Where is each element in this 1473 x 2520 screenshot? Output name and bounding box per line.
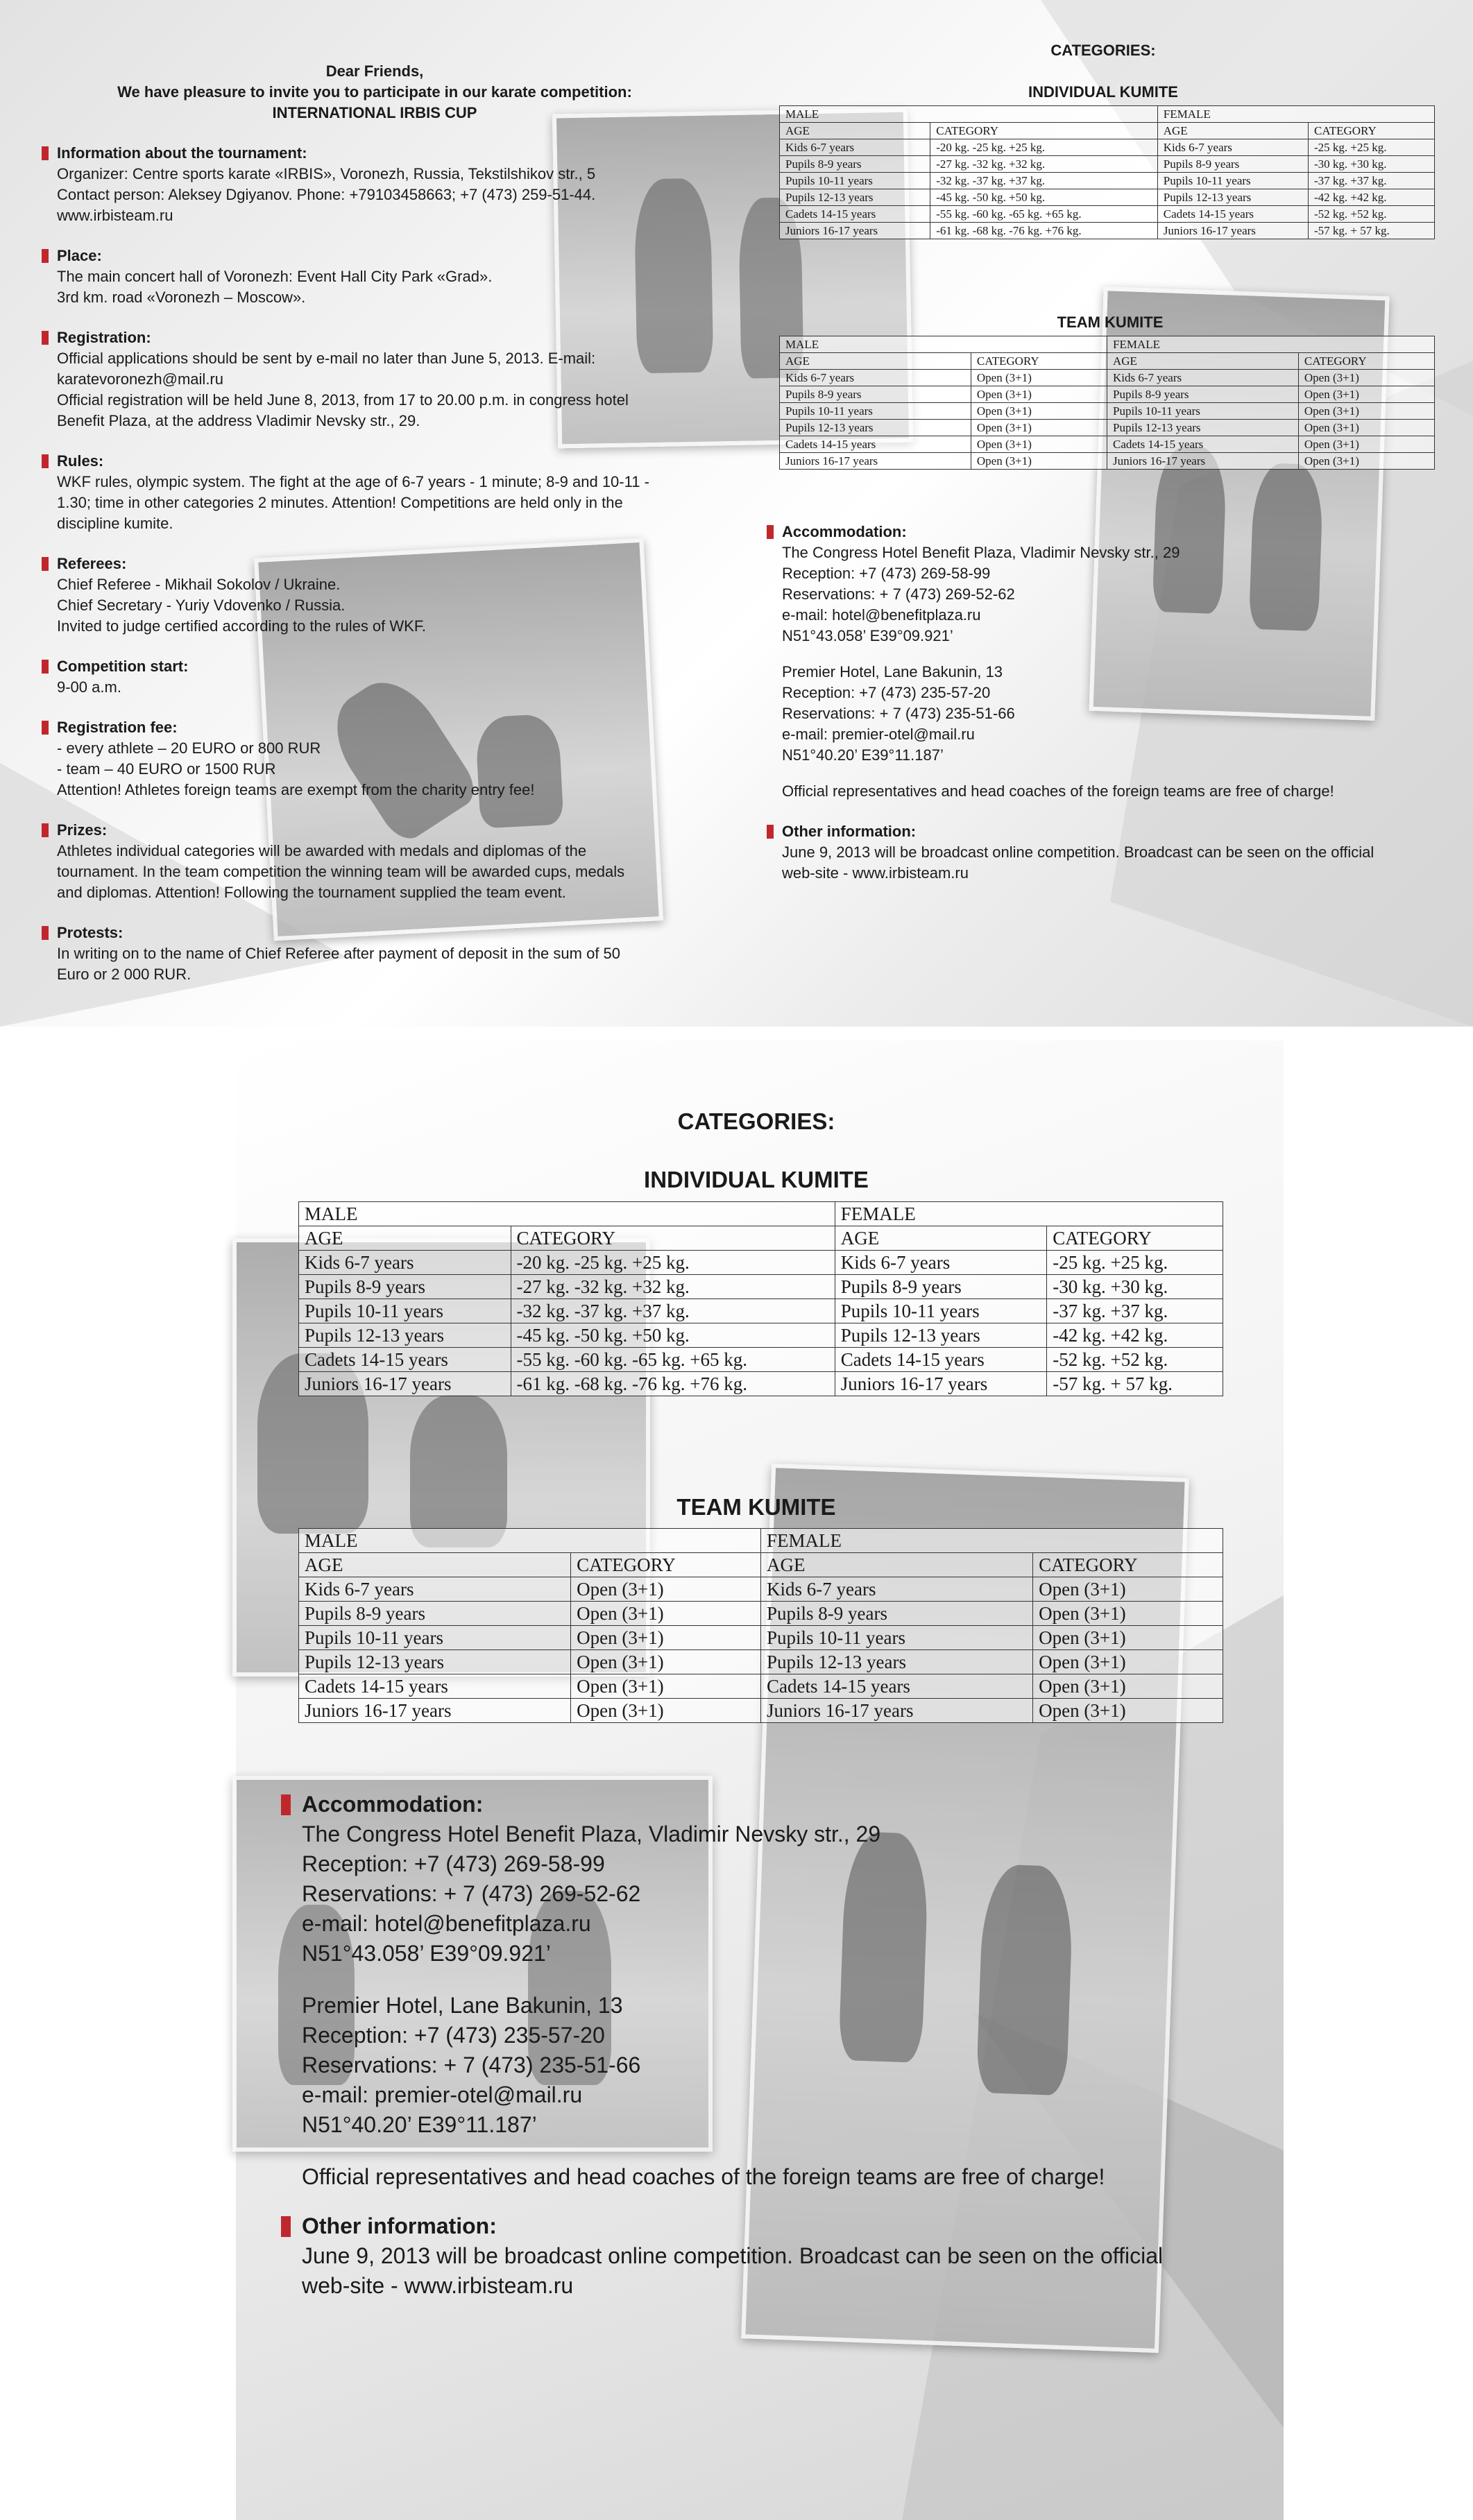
- age-header: AGE: [760, 1553, 1032, 1577]
- table-cell: Pupils 10-11 years: [1157, 173, 1308, 189]
- text-line: discipline kumite.: [57, 515, 173, 532]
- table-row: [299, 1275, 1223, 1299]
- table-cell: Pupils 8-9 years: [1107, 386, 1298, 403]
- age-header: AGE: [780, 353, 971, 370]
- table-cell: Open (3+1): [1298, 453, 1434, 470]
- team-title: TEAM KUMITE: [676, 1494, 836, 1520]
- text-line: In writing on to the name of Chief Referee after payment of deposit in the sum of 50: [57, 945, 621, 962]
- table-cell: Pupils 8-9 years: [299, 1275, 511, 1299]
- table-cell: Pupils 10-11 years: [835, 1299, 1047, 1323]
- table-row: [780, 436, 1435, 453]
- table-cell: Pupils 12-13 years: [299, 1650, 571, 1674]
- table-cell: Open (3+1): [1033, 1699, 1223, 1723]
- table-cell: Pupils 12-13 years: [299, 1323, 511, 1348]
- table-cell: Open (3+1): [971, 420, 1107, 436]
- table-row: [299, 1699, 1223, 1723]
- table-cell: -52 kg. +52 kg.: [1309, 206, 1435, 223]
- text-line: Chief Secretary - Yuriy Vdovenko / Russia.: [57, 597, 346, 614]
- table-cell: Juniors 16-17 years: [1157, 223, 1308, 239]
- greeting: Dear Friends,: [325, 62, 424, 80]
- table-cell: Open (3+1): [571, 1577, 761, 1602]
- table-cell: -57 kg. + 57 kg.: [1309, 223, 1435, 239]
- table-cell: Pupils 8-9 years: [299, 1602, 571, 1626]
- table-cell: Pupils 12-13 years: [1157, 189, 1308, 206]
- table-cell: Pupils 10-11 years: [760, 1626, 1032, 1650]
- table-row: [299, 1553, 1223, 1577]
- table-cell: Cadets 14-15 years: [835, 1348, 1047, 1372]
- age-header: AGE: [835, 1226, 1047, 1251]
- section: [281, 1790, 1266, 2140]
- age-header: AGE: [299, 1553, 571, 1577]
- section-body: [42, 348, 708, 431]
- table-cell: Pupils 10-11 years: [299, 1626, 571, 1650]
- table-row: [780, 336, 1435, 353]
- text-line: Reservations: + 7 (473) 269-52-62: [782, 585, 1015, 603]
- section: [42, 820, 708, 903]
- text-line: Official registration will be held June 8, 2013, from 17 to 20.00 p.m. in congress hotel: [57, 391, 629, 409]
- table-cell: -27 kg. -32 kg. +32 kg.: [511, 1275, 835, 1299]
- section-body: [281, 1819, 1266, 2140]
- text-line: N51°43.058’ E39°09.921’: [782, 627, 953, 644]
- individual-kumite-table: [298, 1201, 1223, 1396]
- text-line: WKF rules, olympic system. The fight at the age of 6-7 years - 1 minute; 8-9 and 10-11 -: [57, 473, 649, 490]
- table-cell: -42 kg. +42 kg.: [1047, 1323, 1223, 1348]
- table-row: [299, 1299, 1223, 1323]
- table-cell: Pupils 12-13 years: [760, 1650, 1032, 1674]
- accommodation-bottom: [281, 1790, 1266, 2301]
- invitation-sections: [42, 143, 708, 985]
- table-row: [780, 123, 1435, 139]
- table-cell: Juniors 16-17 years: [1107, 453, 1298, 470]
- table-cell: -52 kg. +52 kg.: [1047, 1348, 1223, 1372]
- table-cell: Open (3+1): [571, 1626, 761, 1650]
- table-cell: Juniors 16-17 years: [299, 1699, 571, 1723]
- table-cell: Pupils 10-11 years: [299, 1299, 511, 1323]
- table-cell: Pupils 8-9 years: [780, 386, 971, 403]
- text-line: Reception: +7 (473) 269-58-99: [782, 565, 991, 582]
- table-cell: Cadets 14-15 years: [1157, 206, 1308, 223]
- section: [42, 554, 708, 637]
- section: [42, 143, 708, 226]
- text-line: N51°40.20’ E39°11.187’: [782, 746, 944, 764]
- text-line: N51°40.20’ E39°11.187’: [302, 2112, 537, 2137]
- free-charge-note: Official representatives and head coaches of the foreign teams are free of charge!: [782, 782, 1334, 800]
- accommodation-title: Accommodation:: [281, 1790, 1266, 1819]
- table-row: [299, 1226, 1223, 1251]
- team-kumite-table: [298, 1528, 1223, 1723]
- table-row: [299, 1372, 1223, 1396]
- table-cell: Cadets 14-15 years: [780, 206, 930, 223]
- male-header: MALE: [780, 106, 1158, 123]
- table-cell: Pupils 8-9 years: [760, 1602, 1032, 1626]
- table-cell: Open (3+1): [1033, 1626, 1223, 1650]
- text-line: web-site - www.irbisteam.ru: [302, 2273, 574, 2298]
- table-cell: -32 kg. -37 kg. +37 kg.: [511, 1299, 835, 1323]
- section-body: [42, 164, 708, 226]
- text-line: e-mail: hotel@benefitplaza.ru: [782, 606, 981, 624]
- age-header: AGE: [299, 1226, 511, 1251]
- table-cell: Kids 6-7 years: [760, 1577, 1032, 1602]
- text-line: The main concert hall of Voronezh: Event Hall City Park «Grad».: [57, 268, 493, 285]
- category-header: CATEGORY: [1298, 353, 1434, 370]
- section-title: Registration:: [42, 327, 708, 348]
- female-header: FEMALE: [1157, 106, 1434, 123]
- table-cell: Open (3+1): [971, 453, 1107, 470]
- text-line: 9-00 a.m.: [57, 678, 121, 696]
- age-header: AGE: [1107, 353, 1298, 370]
- section-body: [767, 842, 1454, 884]
- table-row: [299, 1529, 1223, 1553]
- categories-heading-top: CATEGORIES:: [1050, 42, 1156, 59]
- section-body: [42, 841, 708, 903]
- table-cell: Juniors 16-17 years: [299, 1372, 511, 1396]
- section-title: Registration fee:: [42, 717, 708, 738]
- section-body: [42, 266, 708, 308]
- free-charge-note: Official representatives and head coaches of the foreign teams are free of charge!: [302, 2164, 1105, 2189]
- category-header: CATEGORY: [971, 353, 1107, 370]
- table-cell: Open (3+1): [571, 1602, 761, 1626]
- table-cell: Open (3+1): [1033, 1674, 1223, 1699]
- table-cell: Open (3+1): [1298, 370, 1434, 386]
- table-cell: Open (3+1): [1298, 403, 1434, 420]
- table-row: [780, 453, 1435, 470]
- text-line: tournament. In the team competition the winning team will be awarded cups, medals: [57, 863, 625, 880]
- female-header: FEMALE: [835, 1202, 1223, 1226]
- invitation-line: We have pleasure to invite you to participate in our karate competition:: [117, 83, 632, 101]
- section-title: Information about the tournament:: [42, 143, 708, 164]
- table-cell: -25 kg. +25 kg.: [1047, 1251, 1223, 1275]
- text-line: e-mail: premier-otel@mail.ru: [782, 726, 975, 743]
- text-line: Benefit Plaza, at the address Vladimir Nevsky str., 29.: [57, 412, 420, 429]
- table-row: [780, 206, 1435, 223]
- table-cell: Juniors 16-17 years: [780, 223, 930, 239]
- section: [42, 656, 708, 698]
- text-line: Chief Referee - Mikhail Sokolov / Ukraine.: [57, 576, 341, 593]
- cup-name: INTERNATIONAL IRBIS CUP: [272, 104, 477, 121]
- text-line: June 9, 2013 will be broadcast online competition. Broadcast can be seen on the official: [782, 843, 1374, 861]
- table-cell: Cadets 14-15 years: [299, 1348, 511, 1372]
- table-cell: Open (3+1): [971, 370, 1107, 386]
- text-line: e-mail: hotel@benefitplaza.ru: [302, 1911, 591, 1936]
- table-cell: Cadets 14-15 years: [780, 436, 971, 453]
- section: [42, 246, 708, 308]
- section-title: Referees:: [42, 554, 708, 574]
- spacer: [302, 1969, 1266, 1991]
- text-line: Invited to judge certified according to the rules of WKF.: [57, 617, 426, 635]
- table-cell: -61 kg. -68 kg. -76 kg. +76 kg.: [511, 1372, 835, 1396]
- table-cell: -55 kg. -60 kg. -65 kg. +65 kg.: [930, 206, 1157, 223]
- text-line: Contact person: Aleksey Dgiyanov. Phone: +79103458663; +7 (473) 259-51-44.: [57, 186, 596, 203]
- text-line: Attention! Athletes foreign teams are exempt from the charity entry fee!: [57, 781, 535, 798]
- section: [281, 2211, 1266, 2301]
- table-cell: Pupils 8-9 years: [1157, 156, 1308, 173]
- table-cell: Cadets 14-15 years: [1107, 436, 1298, 453]
- male-header: MALE: [780, 336, 1107, 353]
- table-cell: Pupils 10-11 years: [1107, 403, 1298, 420]
- category-header: CATEGORY: [511, 1226, 835, 1251]
- spacer: [782, 646, 1454, 662]
- table-cell: -32 kg. -37 kg. +37 kg.: [930, 173, 1157, 189]
- section-body: [281, 2241, 1266, 2301]
- text-line: Euro or 2 000 RUR.: [57, 966, 191, 983]
- table-cell: Kids 6-7 years: [1107, 370, 1298, 386]
- text-line: Reservations: + 7 (473) 269-52-62: [302, 1881, 641, 1906]
- section: [767, 821, 1454, 884]
- table-cell: -20 kg. -25 kg. +25 kg.: [930, 139, 1157, 156]
- other-info-title: Other information:: [767, 821, 1454, 842]
- age-header: AGE: [780, 123, 930, 139]
- text-line: and diplomas. Attention! Following the tournament supplied the team event.: [57, 884, 566, 901]
- table-row: [780, 353, 1435, 370]
- table-cell: -57 kg. + 57 kg.: [1047, 1372, 1223, 1396]
- table-cell: -45 kg. -50 kg. +50 kg.: [930, 189, 1157, 206]
- category-header: CATEGORY: [1033, 1553, 1223, 1577]
- table-cell: -42 kg. +42 kg.: [1309, 189, 1435, 206]
- table-row: [780, 173, 1435, 189]
- text-line: Organizer: Centre sports karate «IRBIS», Voronezh, Russia, Tekstilshikov str., 5: [57, 165, 596, 182]
- text-line: Reception: +7 (473) 235-57-20: [302, 2023, 605, 2048]
- table-cell: Cadets 14-15 years: [299, 1674, 571, 1699]
- section-title: Rules:: [42, 451, 708, 472]
- table-cell: -61 kg. -68 kg. -76 kg. +76 kg.: [930, 223, 1157, 239]
- team-title-top: TEAM KUMITE: [1057, 314, 1164, 331]
- text-line: Reservations: + 7 (473) 235-51-66: [302, 2052, 641, 2077]
- text-line: The Congress Hotel Benefit Plaza, Vladimir Nevsky str., 29: [302, 1822, 881, 1846]
- table-row: [780, 403, 1435, 420]
- table-row: [299, 1323, 1223, 1348]
- text-line: 1.30; time in other categories 2 minutes. Attention! Competitions are held only in the: [57, 494, 623, 511]
- text-line: Reception: +7 (473) 235-57-20: [782, 684, 991, 701]
- section-body: [767, 542, 1454, 766]
- team-kumite-table-top: [779, 336, 1435, 470]
- category-header: CATEGORY: [1047, 1226, 1223, 1251]
- table-row: [780, 156, 1435, 173]
- table-cell: Open (3+1): [1033, 1602, 1223, 1626]
- text-line: Official applications should be sent by e-mail no later than June 5, 2013. E-mail:: [57, 350, 596, 367]
- table-cell: Open (3+1): [971, 403, 1107, 420]
- table-cell: -25 kg. +25 kg.: [1309, 139, 1435, 156]
- table-row: [780, 420, 1435, 436]
- table-cell: Pupils 12-13 years: [780, 420, 971, 436]
- section: [42, 327, 708, 431]
- individual-title: INDIVIDUAL KUMITE: [644, 1167, 869, 1192]
- table-cell: -30 kg. +30 kg.: [1309, 156, 1435, 173]
- table-cell: Open (3+1): [1298, 436, 1434, 453]
- table-cell: Kids 6-7 years: [780, 370, 971, 386]
- table-cell: Open (3+1): [571, 1674, 761, 1699]
- section-body: [42, 574, 708, 637]
- table-cell: Open (3+1): [571, 1699, 761, 1723]
- table-cell: Kids 6-7 years: [299, 1251, 511, 1275]
- section-body: [42, 943, 708, 985]
- male-header: MALE: [299, 1202, 835, 1226]
- accommodation-top: [767, 522, 1454, 884]
- section: [42, 923, 708, 985]
- table-cell: -45 kg. -50 kg. +50 kg.: [511, 1323, 835, 1348]
- category-header: CATEGORY: [571, 1553, 761, 1577]
- table-cell: Open (3+1): [1298, 420, 1434, 436]
- table-cell: Pupils 12-13 years: [1107, 420, 1298, 436]
- section-body: [42, 677, 708, 698]
- text-line: Premier Hotel, Lane Bakunin, 13: [302, 1993, 623, 2018]
- text-line: The Congress Hotel Benefit Plaza, Vladimir Nevsky str., 29: [782, 544, 1180, 561]
- table-row: [299, 1251, 1223, 1275]
- table-cell: Juniors 16-17 years: [780, 453, 971, 470]
- table-cell: Open (3+1): [971, 386, 1107, 403]
- table-cell: Open (3+1): [1298, 386, 1434, 403]
- text-line: www.irbisteam.ru: [57, 207, 173, 224]
- table-row: [299, 1626, 1223, 1650]
- section: [767, 522, 1454, 766]
- table-cell: -55 kg. -60 kg. -65 kg. +65 kg.: [511, 1348, 835, 1372]
- accommodation-title: Accommodation:: [767, 522, 1454, 542]
- table-row: [780, 386, 1435, 403]
- table-cell: Pupils 10-11 years: [780, 403, 971, 420]
- invitation-block: [42, 61, 708, 985]
- table-cell: Pupils 8-9 years: [780, 156, 930, 173]
- text-line: web-site - www.irbisteam.ru: [782, 864, 969, 882]
- category-header: CATEGORY: [930, 123, 1157, 139]
- individual-title-top: INDIVIDUAL KUMITE: [1028, 83, 1178, 101]
- section-body: [42, 738, 708, 800]
- text-line: karatevoronezh@mail.ru: [57, 370, 223, 388]
- table-cell: Pupils 12-13 years: [780, 189, 930, 206]
- table-row: [299, 1674, 1223, 1699]
- categories-heading: CATEGORIES:: [677, 1108, 835, 1134]
- table-row: [299, 1348, 1223, 1372]
- individual-kumite-table-top: [779, 105, 1435, 239]
- text-line: 3rd km. road «Voronezh – Moscow».: [57, 289, 306, 306]
- other-info-title: Other information:: [281, 2211, 1266, 2241]
- table-cell: Kids 6-7 years: [835, 1251, 1047, 1275]
- section-title: Prizes:: [42, 820, 708, 841]
- section-body: [42, 472, 708, 534]
- table-cell: -20 kg. -25 kg. +25 kg.: [511, 1251, 835, 1275]
- table-cell: Open (3+1): [971, 436, 1107, 453]
- text-line: - team – 40 EURO or 1500 RUR: [57, 760, 276, 778]
- text-line: N51°43.058’ E39°09.921’: [302, 1941, 551, 1966]
- text-line: Reception: +7 (473) 269-58-99: [302, 1851, 605, 1876]
- section-title: Place:: [42, 246, 708, 266]
- section-title: Competition start:: [42, 656, 708, 677]
- section-title: Protests:: [42, 923, 708, 943]
- section: [42, 717, 708, 800]
- table-cell: Juniors 16-17 years: [760, 1699, 1032, 1723]
- table-cell: Cadets 14-15 years: [760, 1674, 1032, 1699]
- table-row: [299, 1577, 1223, 1602]
- table-row: [299, 1602, 1223, 1626]
- table-cell: -37 kg. +37 kg.: [1047, 1299, 1223, 1323]
- text-line: e-mail: premier-otel@mail.ru: [302, 2082, 583, 2107]
- table-cell: Pupils 10-11 years: [780, 173, 930, 189]
- table-row: [780, 223, 1435, 239]
- female-header: FEMALE: [1107, 336, 1434, 353]
- table-row: [299, 1202, 1223, 1226]
- table-cell: Juniors 16-17 years: [835, 1372, 1047, 1396]
- age-header: AGE: [1157, 123, 1308, 139]
- table-row: [780, 189, 1435, 206]
- text-line: Reservations: + 7 (473) 235-51-66: [782, 705, 1015, 722]
- table-cell: Pupils 12-13 years: [835, 1323, 1047, 1348]
- table-row: [299, 1650, 1223, 1674]
- table-cell: -37 kg. +37 kg.: [1309, 173, 1435, 189]
- category-header: CATEGORY: [1309, 123, 1435, 139]
- table-row: [780, 139, 1435, 156]
- section: [42, 451, 708, 534]
- text-line: June 9, 2013 will be broadcast online competition. Broadcast can be seen on the official: [302, 2243, 1164, 2268]
- table-cell: Open (3+1): [1033, 1650, 1223, 1674]
- table-cell: Open (3+1): [571, 1650, 761, 1674]
- table-row: [780, 106, 1435, 123]
- table-row: [780, 370, 1435, 386]
- table-cell: -27 kg. -32 kg. +32 kg.: [930, 156, 1157, 173]
- male-header: MALE: [299, 1529, 761, 1553]
- table-cell: Kids 6-7 years: [299, 1577, 571, 1602]
- table-cell: Open (3+1): [1033, 1577, 1223, 1602]
- text-line: - every athlete – 20 EURO or 800 RUR: [57, 739, 321, 757]
- table-cell: Kids 6-7 years: [780, 139, 930, 156]
- text-line: Athletes individual categories will be awarded with medals and diplomas of the: [57, 842, 587, 859]
- table-cell: Kids 6-7 years: [1157, 139, 1308, 156]
- female-header: FEMALE: [760, 1529, 1223, 1553]
- text-line: Premier Hotel, Lane Bakunin, 13: [782, 663, 1003, 680]
- table-cell: Pupils 8-9 years: [835, 1275, 1047, 1299]
- table-cell: -30 kg. +30 kg.: [1047, 1275, 1223, 1299]
